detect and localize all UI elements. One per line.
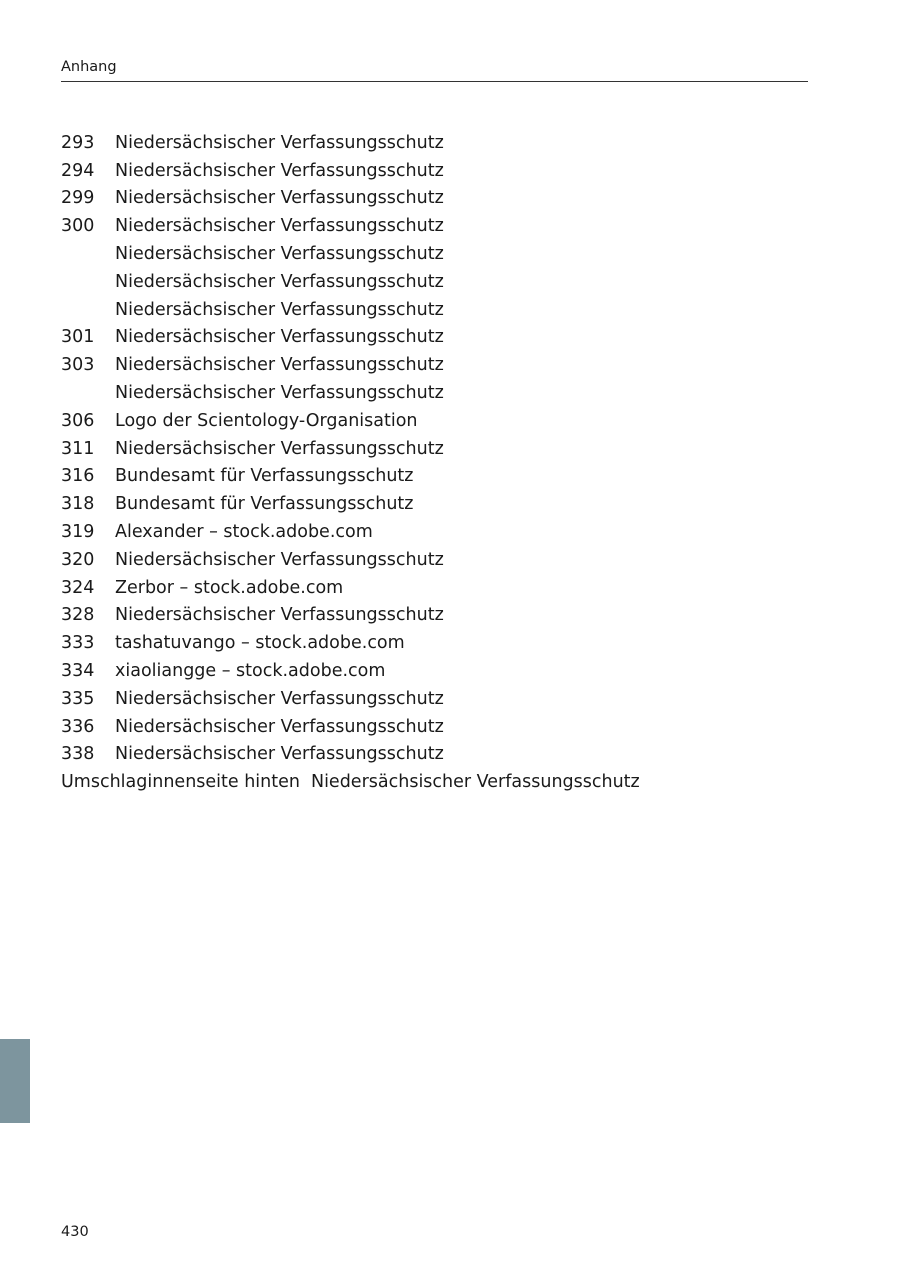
credit-row: [61, 463, 801, 491]
page-number: 430: [61, 1224, 89, 1240]
credit-row: [61, 129, 801, 157]
credit-row: [61, 435, 801, 463]
credit-page: 335: [61, 688, 95, 709]
credit-row: [61, 185, 801, 213]
credit-row: [61, 518, 801, 546]
credit-page: 318: [61, 494, 95, 515]
credit-row: [61, 407, 801, 435]
credit-source: Niedersächsischer Verfassungsschutz: [115, 438, 444, 459]
credit-source: Alexander – stock.adobe.com: [115, 522, 373, 543]
credit-source: Niedersächsischer Verfassungsschutz: [115, 160, 444, 181]
credit-row: [61, 240, 801, 268]
credit-page: 303: [61, 355, 95, 376]
credit-row: [61, 379, 801, 407]
credit-source: Niedersächsischer Verfassungsschutz: [115, 716, 444, 737]
credit-source: Niedersächsischer Verfassungsschutz: [115, 188, 444, 209]
credit-page: 334: [61, 661, 95, 682]
credit-page: 301: [61, 327, 95, 348]
credit-page: 299: [61, 188, 95, 209]
credit-source: tashatuvango – stock.adobe.com: [115, 633, 405, 654]
credit-page: 311: [61, 438, 95, 459]
credit-source: Niedersächsischer Verfassungsschutz: [115, 244, 444, 265]
credit-page: 300: [61, 216, 95, 237]
credit-source: Niedersächsischer Verfassungsschutz: [115, 605, 444, 626]
credit-row: [61, 490, 801, 518]
credit-source: Niedersächsischer Verfassungsschutz: [115, 383, 444, 404]
credit-row: [61, 546, 801, 574]
credit-page: 316: [61, 466, 95, 487]
credit-row: [61, 629, 801, 657]
credit-row: [61, 602, 801, 630]
running-header: Anhang: [61, 59, 117, 75]
credit-source: Niedersächsischer Verfassungsschutz: [115, 271, 444, 292]
credit-source: Niedersächsischer Verfassungsschutz: [115, 549, 444, 570]
credit-row: [61, 741, 801, 769]
credit-row: [61, 324, 801, 352]
credit-source: Zerbor – stock.adobe.com: [115, 577, 344, 598]
credit-page-cover: Umschlaginnenseite hinten: [61, 772, 300, 793]
credit-row: [61, 574, 801, 602]
credit-source: xiaoliangge – stock.adobe.com: [115, 661, 386, 682]
credit-page: 336: [61, 716, 95, 737]
credit-row: [61, 657, 801, 685]
credit-page: 338: [61, 744, 95, 765]
credit-source: Niedersächsischer Verfassungsschutz: [115, 744, 444, 765]
credit-page: 306: [61, 410, 95, 431]
credit-row: [61, 351, 801, 379]
credit-row: [61, 685, 801, 713]
credit-source: Niedersächsischer Verfassungsschutz: [115, 216, 444, 237]
image-credits-list: [61, 129, 801, 796]
credit-row: [61, 296, 801, 324]
credit-page: 328: [61, 605, 95, 626]
credit-source-cover: Niedersächsischer Verfassungsschutz: [310, 772, 640, 793]
credit-row-cover: [61, 768, 801, 796]
credit-source: Niedersächsischer Verfassungsschutz: [115, 327, 444, 348]
credit-page: 324: [61, 577, 95, 598]
credit-source: Niedersächsischer Verfassungsschutz: [115, 355, 444, 376]
credit-source: Niedersächsischer Verfassungsschutz: [115, 688, 444, 709]
credit-row: [61, 157, 801, 185]
credit-page: 319: [61, 522, 95, 543]
credit-page: 333: [61, 633, 95, 654]
header-rule: [61, 81, 808, 82]
credit-page: 293: [61, 132, 95, 153]
credit-source: Logo der Scientology-Organisation: [115, 410, 418, 431]
credit-row: [61, 713, 801, 741]
credit-source: Niedersächsischer Verfassungsschutz: [115, 132, 444, 153]
credit-page: 320: [61, 549, 95, 570]
credit-source: Bundesamt für Verfassungsschutz: [115, 466, 414, 487]
credit-source: Bundesamt für Verfassungsschutz: [115, 494, 414, 515]
credit-row: [61, 268, 801, 296]
credit-page: 294: [61, 160, 95, 181]
chapter-side-tab: [0, 1039, 30, 1123]
credit-source: Niedersächsischer Verfassungsschutz: [115, 299, 444, 320]
credit-row: [61, 212, 801, 240]
